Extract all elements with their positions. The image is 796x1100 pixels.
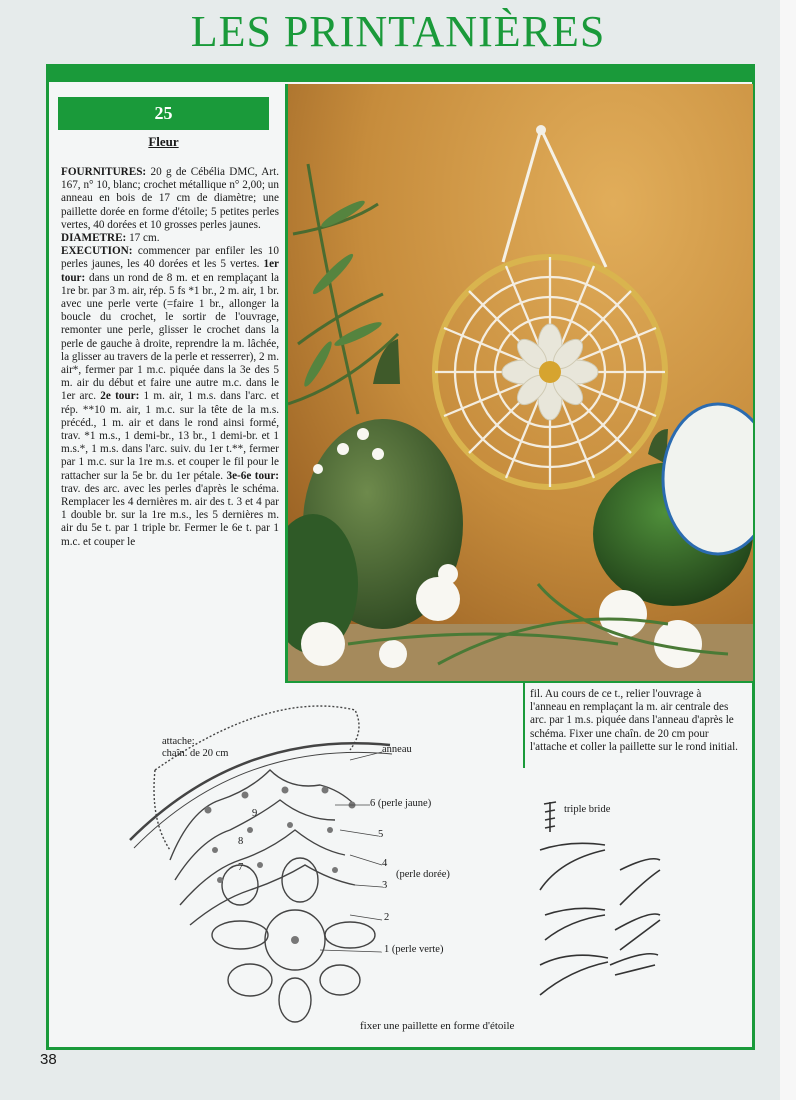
page-edge bbox=[780, 0, 796, 1100]
instructions-continuation: fil. Au cours de ce t., relier l'ouvrage à l'anneau en remplaçant la m. air centrale des arc. par 1 m.s. piquée dans l'anneau d'après le schéma. Fixer une chaîn. de 20 cm pour l'attache et coller la paillette sur le rond initial. bbox=[530, 688, 738, 753]
diametre-label: DIAMETRE: bbox=[61, 232, 127, 245]
diagram-caption: fixer une paillette en forme d'étoile bbox=[360, 1020, 515, 1032]
dreamcatcher-photo bbox=[285, 84, 753, 683]
anneau-label: anneau bbox=[382, 744, 412, 755]
execution-part-1: commencer par enfiler les 10 perles jaunes, les 40 dorées et les 5 vertes. bbox=[61, 245, 279, 271]
diametre-text: 17 cm. bbox=[126, 232, 160, 245]
photo-illustration bbox=[288, 84, 753, 681]
row3-label: 3 bbox=[382, 880, 388, 891]
page-title: LES PRINTANIÈRES bbox=[190, 7, 606, 56]
execution-part-4: trav. des arc. avec les perles d'après le schéma. Remplacer les 4 dernières m. air des t. 3 et 4 par 1 double br. sur la 1re m.s., les 5 dernières m. air du 5e t. par 1 triple br. Fermer le 6e t. par 1 m.c. et couper le bbox=[61, 482, 279, 548]
green-top-bar bbox=[46, 64, 755, 82]
num9-label: 9 bbox=[252, 808, 258, 819]
fournitures-label: FOURNITURES: bbox=[61, 166, 147, 178]
execution-label: EXECUTION: bbox=[61, 245, 133, 258]
column-divider bbox=[523, 683, 525, 768]
execution-part-2: dans un rond de 8 m. et en remplaçant la 1re br. par 3 m. air, rép. 5 fs *1 br., 2 m. air, 1 br. avec une perle verte (=faire 1 br., allonger la boucle du crochet, le sortir de l'ouvrage, remonter une perle, glisser le crochet dans la perle de gauche à droite, reprendre la m. lâchée, la glisser au travers de la perle et resserrer), 2 m. air*, fermer par 1 m.c. piquée dans la 3e des 5 m. air du début et faire une autre m.c. dans le 1er arc. bbox=[61, 271, 279, 403]
perle-doree-label: (perle dorée) bbox=[396, 869, 450, 880]
page-number: 38 bbox=[40, 1051, 57, 1068]
row1-label: 1 (perle verte) bbox=[384, 944, 444, 955]
tour1-label: 1er tour: bbox=[61, 258, 279, 284]
legend-svg bbox=[530, 790, 740, 1020]
crochet-diagram bbox=[120, 690, 520, 1035]
num7-label: 7 bbox=[238, 862, 244, 873]
tour2-label: 2e tour: bbox=[100, 390, 140, 403]
pattern-number: 25 bbox=[58, 97, 269, 130]
stitch-legend bbox=[530, 790, 740, 1020]
fournitures-text: 20 g de Cébélia DMC, Art. 167, n° 10, blanc; crochet métallique n° 2,00; un anneau en bois de 17 cm de diamètre; une paillette dorée en forme d'étoile; 5 petites perles vertes, 40 dorées et 10 grosses perles jaunes. bbox=[61, 166, 279, 231]
row2-label: 2 bbox=[384, 912, 390, 923]
instructions-text bbox=[61, 166, 279, 549]
pattern-name: Fleur bbox=[148, 134, 179, 149]
num8-label: 8 bbox=[238, 836, 244, 847]
row5-label: 5 bbox=[378, 829, 384, 840]
row6-label: 6 (perle jaune) bbox=[370, 798, 432, 809]
execution-part-3: 1 m. air, 1 m.s. dans l'arc. et rép. **10 m. air, 1 m.c. sur la tête de la m.s. précéd., 1 m. air et dans le rond ainsi formé, trav. *1 m.s., 1 demi-br., 13 br., 1 demi-br. et 1 m.s.*, 1 m.s. dans l'arc. suiv. du 1er t.**, fermer par 1 m.c. sur la 1re m.s. et couper le fil pour le rattacher sur la 5e br. du 1er pétale. bbox=[61, 390, 279, 482]
chain-label: chaîn. de 20 cm bbox=[162, 748, 229, 759]
tour36-label: 3e-6e tour: bbox=[226, 469, 280, 482]
row4-label: 4 bbox=[382, 858, 388, 869]
triple-bride-label: triple bride bbox=[564, 804, 611, 815]
attache-label: attache: bbox=[162, 736, 195, 747]
